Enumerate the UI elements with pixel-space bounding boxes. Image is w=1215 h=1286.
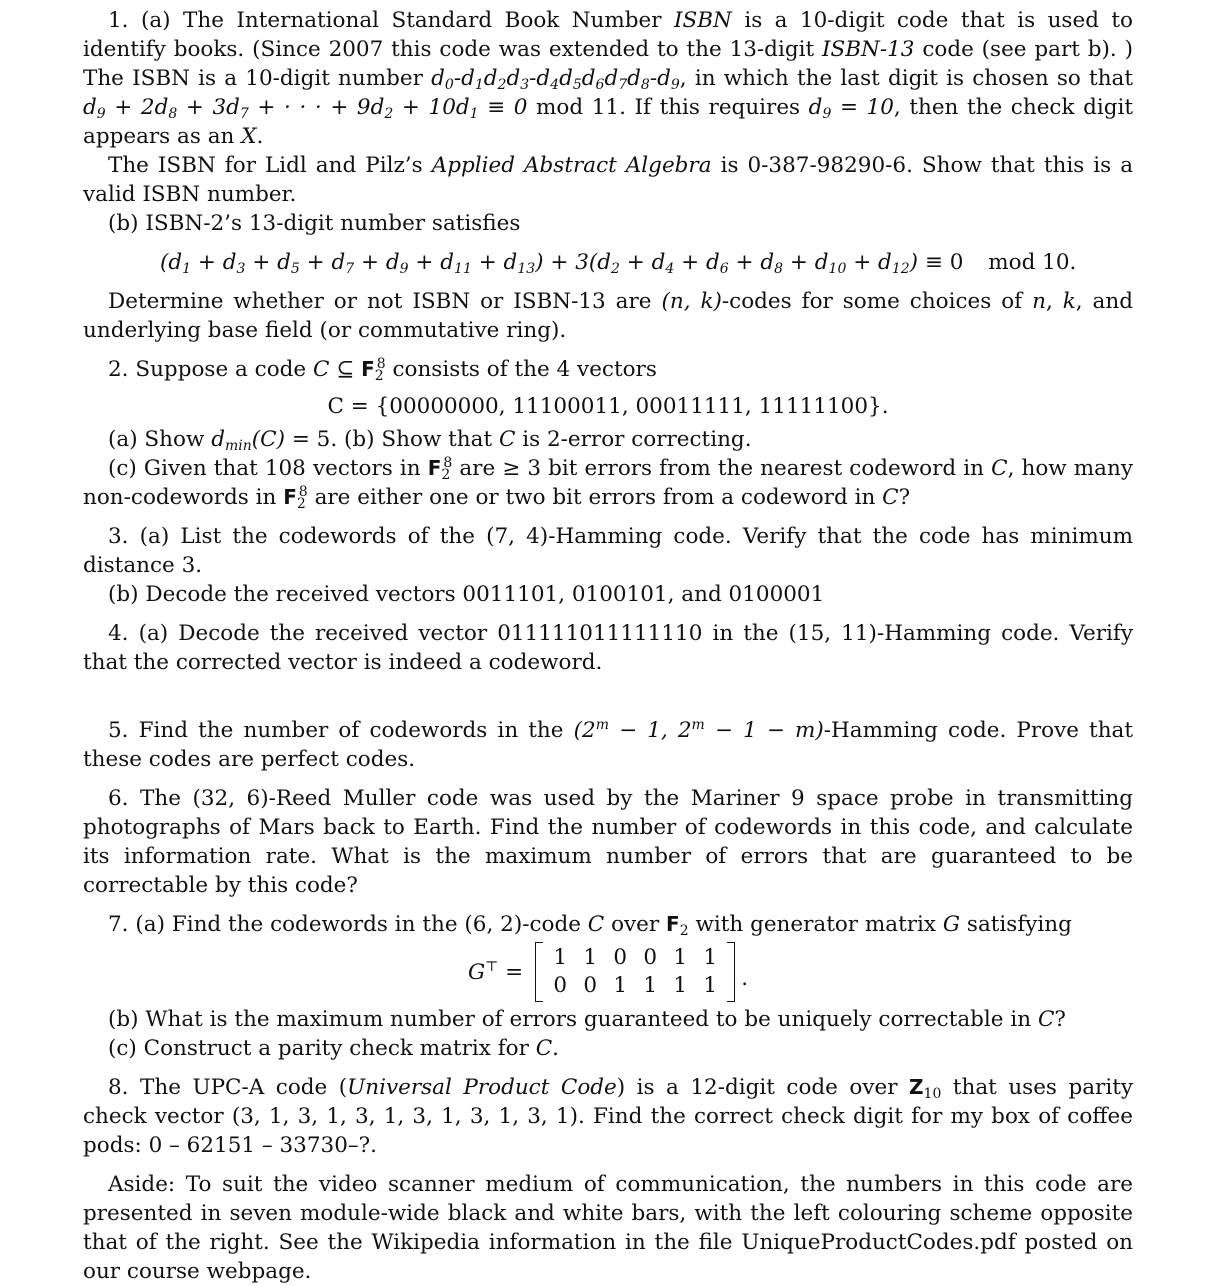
problem-6-number: 6.: [108, 786, 129, 811]
matrix-cell: 1: [613, 973, 628, 998]
matrix-cell: 1: [673, 945, 688, 970]
problem-6: 6. The (32, 6)-Reed Muller code was used by the Mariner 9 space probe in transmitting photographs of Mars back to Earth. Find the number of codewords in this code, and calculate its information rate. What is the maximum number of errors that are guaranteed to be correctable by this code?: [83, 786, 1133, 898]
problem-1-part-a: 1. (a) The International Standard Book Number ISBN is a 10-digit code that is used to identify books. (Since 2007 this code was extended to the 13-digit ISBN-13 code (see part b). ) The ISBN is a 10-digit number $d_0-d_1d_2d_3-d_4d_5d_6d_7d_8-d_9$, in which the last digit is chosen so that $d_9 + 2d_8 + 3d_7$ + · · · + $9d_2 + 10d_1 \equiv 0$ mod 11. If this requires $d_9 = 10$, then the check digit appears as an X.: [83, 8, 1133, 149]
problem-3-part-a: 3. (a) List the codewords of the (7, 4)-Hamming code. Verify that the code has minimum distance 3.: [83, 524, 1133, 578]
code-set: C = {00000000, 11100011, 00011111, 11111100}.: [327, 394, 889, 419]
isbn-check-formula: $d_9 + 2d_8 + 3d_7$ + · · · + $9d_2 + 10d_1 \equiv 0$: [83, 95, 528, 122]
problem-8-aside: Aside: To suit the video scanner medium of communication, the numbers in this code are presented in seven module-wide black and white bars, with the left colouring scheme opposite that of the right. See the Wikipedia information in the file UniqueProductCodes.pdf posted on our course webpage.: [83, 1172, 1133, 1284]
problem-7-number: 7.: [108, 912, 129, 937]
matrix-cell: 1: [643, 973, 658, 998]
generator-matrix: G⊤ = 1 1 0 0 1 1 0 0 1 1 1 1 .: [83, 941, 1133, 1003]
matrix-grid: [545, 944, 725, 1000]
matrix-cell: 0: [613, 945, 628, 970]
problem-2-part-c: (c) Given that 108 vectors in $F_2^8$ are ≥ 3 bit errors from the nearest codeword in C, how many non-codewords in $F_2^8$ are either one or two bit errors from a codeword in C?: [83, 455, 1133, 512]
problem-8: 8. The UPC-A code (Universal Product Code) is a 12-digit code over $Z_{10}$ that uses parity check vector (3, 1, 3, 1, 3, 1, 3, 1, 3, 1, 3, 1). Find the correct check digit for my box of coffee pods: 0 – 62151 – 33730–?.: [83, 1075, 1133, 1158]
problem-7-part-c: (c) Construct a parity check matrix for C.: [108, 1036, 560, 1061]
book-title: Applied Abstract Algebra: [431, 153, 712, 178]
problem-5: 5. Find the number of codewords in the ($2^m - 1$, $2^m - 1 - m)-Hamming$ code. Prove that these codes are perfect codes.: [83, 717, 1134, 772]
matrix-cell: 0: [553, 973, 568, 998]
problem-2-parts-ab: (a) Show $d_{min}(C) = 5$. (b) Show that C is 2-error correcting.: [108, 427, 752, 454]
matrix-right-bracket: [727, 942, 735, 1002]
problem-1-number: 1.: [108, 8, 129, 33]
matrix-cell: 1: [583, 945, 598, 970]
matrix-cell: 1: [673, 973, 688, 998]
isbn-digit-formula: $d_0-d_1d_2d_3-d_4d_5d_6d_7d_8-d_9$: [431, 66, 680, 93]
isbn13-equation: $(d_1 + d_3 + d_5 + d_7 + d_9 + d_{11} + d_{13}) + 3(d_2 + d_4 + d_6 + d_8 + d_{10} + d_{12}) \equiv 0$ mod 10.: [160, 250, 1077, 277]
problem-4: 4. (a) Decode the received vector 011111011111110 in the (15, 11)-Hamming code. Verify that the corrected vector is indeed a codeword.: [83, 621, 1133, 675]
problem-8-number: 8.: [108, 1075, 129, 1100]
matrix-cell: 0: [583, 973, 598, 998]
problem-3-part-b: (b) Decode the received vectors 0011101, 0100101, and 0100001: [108, 582, 825, 607]
matrix-left-bracket: [535, 942, 543, 1002]
problem-7-part-a: 7. (a) Find the codewords in the (6, 2)-code C over $F_2$ with generator matrix G satisfying: [108, 912, 1072, 939]
problem-1a-label: (a): [140, 8, 171, 33]
matrix-label: G⊤ =: [467, 958, 524, 985]
problem-5-number: 5.: [108, 718, 129, 743]
matrix-cell: 1: [703, 945, 718, 970]
matrix-cell: 1: [703, 973, 718, 998]
problem-2-number: 2.: [108, 357, 129, 382]
problem-1-isbn-example: The ISBN for Lidl and Pilz’s Applied Abstract Algebra is 0-387-98290-6. Show that this is a valid ISBN number.: [83, 153, 1134, 207]
problem-4-number: 4.: [108, 621, 129, 646]
matrix-cell: 1: [553, 945, 568, 970]
problem-set-page: [83, 6, 1133, 1286]
problem-1-determine: Determine whether or not ISBN or ISBN-13 are (n, k)-codes for some choices of n, k, and underlying base field (or commutative ring).: [83, 289, 1133, 343]
problem-2: 2. Suppose a code C ⊆ $F_2^8$ consists of the 4 vectors: [108, 356, 657, 384]
matrix-cell: 0: [643, 945, 658, 970]
problem-3-number: 3.: [108, 524, 129, 549]
problem-1-part-b: (b) ISBN-2’s 13-digit number satisfies: [108, 211, 521, 236]
problem-7-part-b: (b) What is the maximum number of errors guaranteed to be uniquely correctable in C?: [108, 1007, 1066, 1032]
